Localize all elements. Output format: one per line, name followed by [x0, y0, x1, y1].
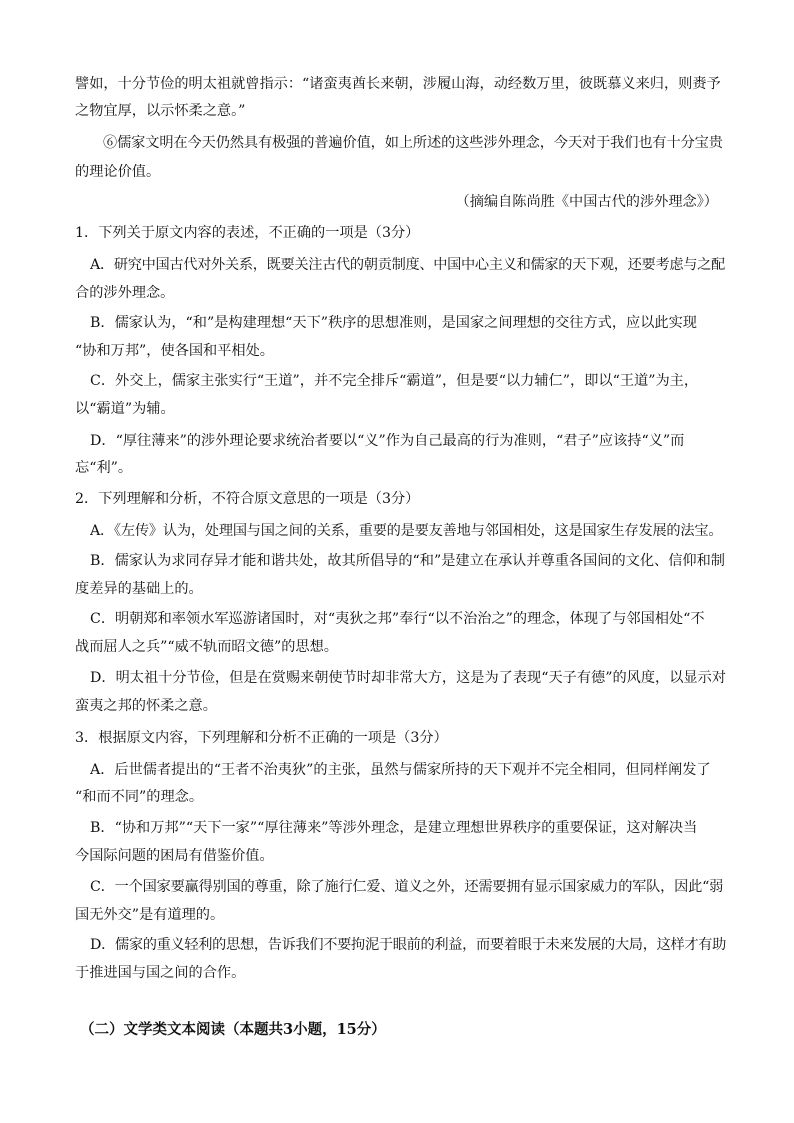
question-2-option-d-line-1: D．明太祖十分节俭，但是在赏赐来朝使节时却非常大方，这是为了表现“天子有德”的风度，以显示对 [90, 670, 726, 686]
question-1-option-c-line-2: 以“霸道”为辅。 [75, 401, 175, 417]
passage-source: （摘编自陈尚胜《中国古代的涉外理念》） [455, 194, 718, 210]
passage-paragraph-5-line-2: 之物宜厚，以示怀柔之意。” [75, 103, 246, 119]
question-1-option-a-line-1: A．研究中国古代对外关系，既要关注古代的朝贡制度、中国中心主义和儒家的天下观，还要考虑与之配 [90, 257, 725, 273]
question-2-stem: 2．下列理解和分析，不符合原文意思的一项是（3分） [75, 491, 420, 507]
question-3-option-d-line-1: D．儒家的重义轻利的思想，告诉我们不要拘泥于眼前的利益，而要着眼于未来发展的大局，这样才有助 [90, 937, 726, 953]
passage-paragraph-6-line-2: 的理论价值。 [75, 164, 161, 180]
question-3-option-a-line-1: A．后世儒者提出的“王者不治夷狄”的主张，虽然与儒家所持的天下观并不完全相同，但同样阐发了 [90, 762, 711, 778]
question-2-option-b-line-1: B．儒家认为求同存异才能和谐共处，故其所倡导的“和”是建立在承认并尊重各国间的文化、信仰和制 [90, 553, 725, 569]
question-1-option-d-line-1: D．“厚往薄来”的涉外理论要求统治者要以“义”作为自己最高的行为准则，“君子”应该持“义”而 [90, 433, 685, 449]
question-1-option-b-line-1: B．儒家认为，“和”是构建理想“天下”秩序的思想准则，是国家之间理想的交往方式，应以此实现 [90, 315, 697, 331]
question-3-option-b-line-1: B．“协和万邦”“天下一家”“厚往薄来”等涉外理念，是建立理想世界秩序的重要保证，这对解决当 [90, 820, 698, 836]
passage-paragraph-5-line-1: 譬如，十分节俭的明太祖就曾指示：“诸蛮夷酋长来朝，涉履山海，动经数万里，彼既慕义来归，则赉予 [75, 76, 721, 92]
question-1-option-c-line-1: C．外交上，儒家主张实行“王道”，并不完全排斥“霸道”，但是要“以力辅仁”，即以“王道”为主， [90, 373, 699, 389]
section-heading: （二）文学类文本阅读（本题共3小题，15分） [80, 1021, 386, 1038]
question-2-option-c-line-1: C．明朝郑和率领水军巡游诸国时，对“夷狄之邦”奉行“以不治治之”的理念，体现了与邻国相处“不 [90, 611, 705, 627]
question-3-option-a-line-2: “和而不同”的理念。 [75, 789, 204, 805]
question-3-option-b-line-2: 今国际问题的困局有借鉴价值。 [75, 848, 274, 864]
passage-paragraph-6-line-1: ⑥儒家文明在今天仍然具有极强的普遍价值，如上所述的这些涉外理念，今天对于我们也有十分宝贵 [103, 135, 723, 151]
question-2-option-d-line-2: 蛮夷之邦的怀柔之意。 [75, 698, 217, 714]
question-2-option-c-line-2: 战而屈人之兵”“威不轨而昭文德”的思想。 [75, 639, 338, 655]
question-3-stem: 3．根据原文内容，下列理解和分析不正确的一项是（3分） [75, 730, 448, 746]
question-1-option-b-line-2: “协和万邦”，使各国和平相处。 [75, 343, 274, 359]
question-1-stem: 1．下列关于原文内容的表述，不正确的一项是（3分） [75, 225, 420, 241]
question-3-option-c-line-2: 国无外交”是有道理的。 [75, 907, 225, 923]
question-1-option-a-line-2: 合的涉外理念。 [75, 285, 175, 301]
question-2-option-b-line-2: 度差异的基础上的。 [75, 581, 203, 597]
question-3-option-d-line-2: 于推进国与国之间的合作。 [75, 965, 246, 981]
question-3-option-c-line-1: C．一个国家要赢得别国的尊重，除了施行仁爱、道义之外，还需要拥有显示国家威力的军队，因此“弱 [90, 879, 724, 895]
question-1-option-d-line-2: 忘“利”。 [75, 460, 133, 476]
question-2-option-a-line-1: A．《左传》认为，处理国与国之间的关系，重要的是要友善地与邻国相处，这是国家生存发展的法宝。 [90, 523, 723, 539]
